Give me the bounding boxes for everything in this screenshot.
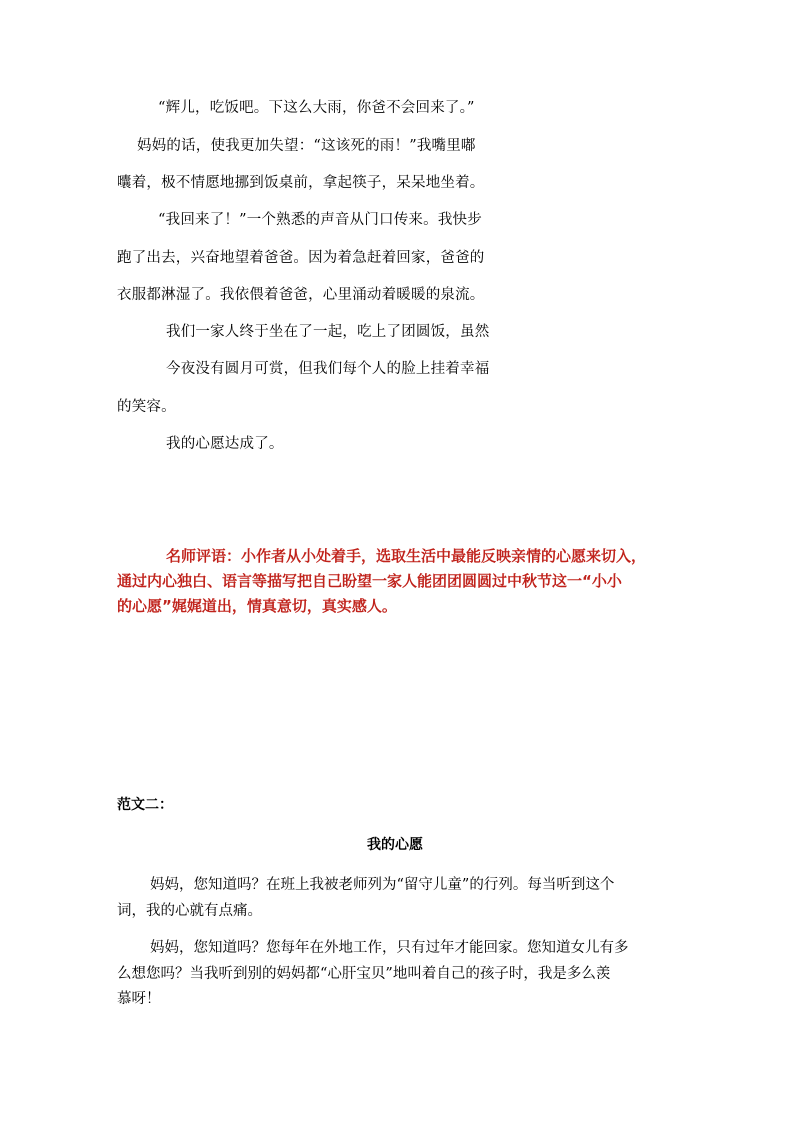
essay1-line-9: 的笑容。 <box>117 399 176 415</box>
essay1-line-10: 我的心愿达成了。 <box>166 436 284 452</box>
essay1-line-3: 囔着，极不情愿地挪到饭桌前，拿起筷子，呆呆地坐着。 <box>117 175 485 191</box>
essay2-line-4: 么想您吗？当我听到别的妈妈都“心肝宝贝”地叫着自己的孩子时，我是多么羡 <box>117 966 611 982</box>
essay1-line-6: 衣服都淋湿了。我依偎着爸爸，心里涌动着暖暖的泉流。 <box>117 287 485 303</box>
essay2-line-1: 妈妈，您知道吗？在班上我被老师列为“留守儿童”的行列。每当听到这个 <box>150 877 615 893</box>
section-label: 范文二： <box>117 797 173 813</box>
essay1-line-5: 跑了出去，兴奋地望着爸爸。因为着急赶着回家，爸爸的 <box>117 250 485 266</box>
teacher-comment-line-1: 名师评语：小作者从小处着手，选取生活中最能反映亲情的心愿来切入， <box>166 547 647 565</box>
teacher-comment-line-3: 的心愿”娓娓道出，情真意切，真实感人。 <box>117 597 397 615</box>
essay1-line-1: “辉儿，吃饭吧。下这么大雨，你爸不会回来了。” <box>158 100 475 116</box>
essay1-line-7: 我们一家人终于坐在了一起，吃上了团圆饭，虽然 <box>166 324 490 340</box>
essay1-line-8: 今夜没有圆月可赏，但我们每个人的脸上挂着幸福 <box>166 361 490 377</box>
essay1-line-2: 妈妈的话，使我更加失望：“这该死的雨！”我嘴里嘟 <box>137 138 476 154</box>
essay2-line-3: 妈妈，您知道吗？您每年在外地工作，只有过年才能回家。您知道女儿有多 <box>150 940 629 956</box>
essay2-line-2: 词，我的心就有点痛。 <box>117 903 262 919</box>
essay-title: 我的心愿 <box>367 837 423 853</box>
essay2-line-5: 慕呀！ <box>117 991 161 1007</box>
essay1-line-4: “我回来了！”一个熟悉的声音从门口传来。我快步 <box>158 212 482 228</box>
teacher-comment-line-2: 通过内心独白、语言等描写把自己盼望一家人能团团圆圆过中秋节这一“小小 <box>117 572 622 590</box>
